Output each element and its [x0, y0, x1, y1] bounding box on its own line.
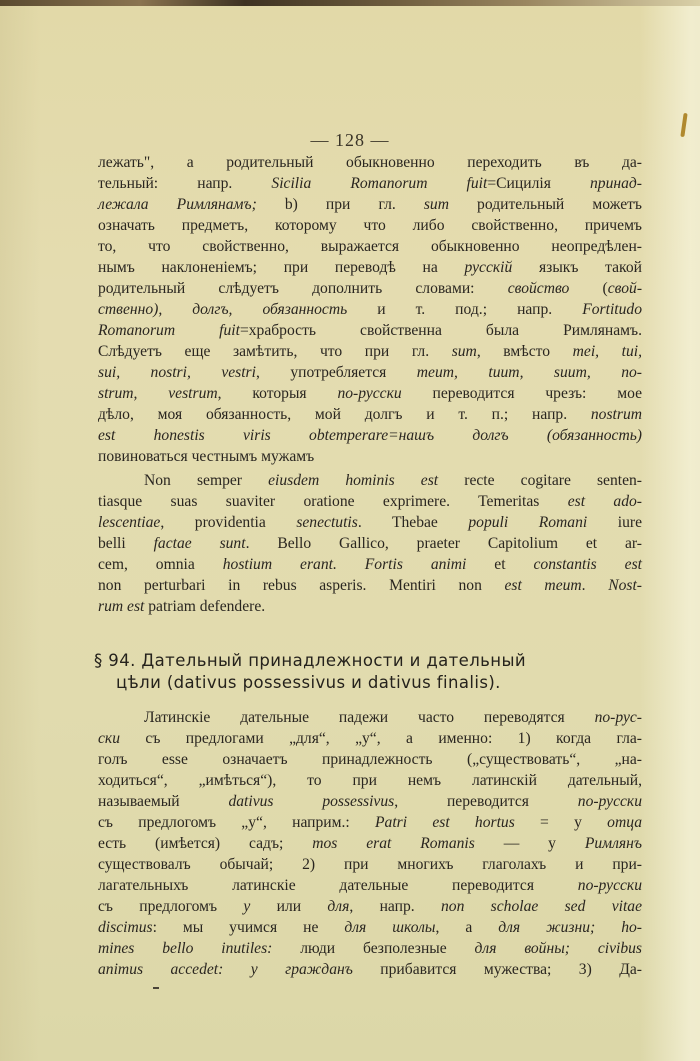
- italic-run: Patri est hortus: [375, 814, 515, 831]
- italic-run: у: [243, 898, 251, 915]
- italic-run: constantis est: [533, 556, 642, 573]
- text-line: [98, 749, 642, 770]
- text-run: нымъ наклоненіемъ; при переводѣ на: [98, 259, 465, 276]
- italic-run: nostrum: [590, 406, 642, 423]
- text-run: Латинскіе дательные падежи часто переводятся: [144, 709, 595, 726]
- text-run: = у: [514, 814, 608, 831]
- text-line: [98, 875, 642, 896]
- page-number: — 128 —: [310, 130, 390, 150]
- text-run: . Bello Gallico, praeter Capitolium et ar-: [245, 535, 642, 552]
- text-line: [98, 770, 642, 791]
- stray-mark: [153, 987, 159, 989]
- text-run: b) при гл.: [256, 196, 424, 213]
- text-line: [98, 425, 642, 446]
- section-heading-line-2: цѣли (dativus possessivus и dativus finalis).: [116, 673, 501, 692]
- text-line: [98, 404, 642, 425]
- text-run: голъ esse означаетъ принадлежность („существовать“, „на-: [98, 751, 642, 768]
- italic-run: Fortitudo: [582, 301, 642, 318]
- text-run: лагательныхъ латинскіе дательные переводится: [98, 877, 578, 894]
- text-run: : мы учимся не: [152, 919, 345, 936]
- italic-run: для школы: [344, 919, 436, 936]
- text-run: recte cogitare senten-: [438, 472, 642, 489]
- text-run: tiasque suas suaviter oratione exprimere. Temeritas: [98, 493, 568, 510]
- text-line: [98, 596, 642, 617]
- text-run: прибавится мужества; 3) Да-: [352, 961, 643, 978]
- text-run: (: [569, 280, 608, 297]
- text-run: , а: [435, 919, 499, 936]
- text-run: , вмѣсто: [476, 343, 573, 360]
- text-run: belli: [98, 535, 154, 552]
- italic-run: по-русски: [337, 385, 402, 402]
- italic-run: populi Romani: [468, 514, 588, 531]
- italic-run: animus accedet: у гражданъ: [98, 961, 353, 978]
- text-line: [98, 470, 642, 491]
- text-run: , providentia: [160, 514, 297, 531]
- text-run: съ предлогами „для“, „у“, а именно: 1) когда гла-: [120, 730, 642, 747]
- text-run: переводится чрезъ: мое: [401, 385, 642, 402]
- italic-run: strum, vestrum: [98, 385, 218, 402]
- italic-run: senectutis: [296, 514, 358, 531]
- text-line: [98, 812, 642, 833]
- italic-run: dativus possessivus: [228, 793, 395, 810]
- italic-run: meum, tuum, suum, no-: [416, 364, 643, 381]
- text-line: [98, 446, 642, 467]
- text-run: et: [466, 556, 534, 573]
- text-line: [98, 299, 642, 320]
- text-line: [98, 320, 642, 341]
- text-run: patriam defendere.: [144, 598, 266, 615]
- italic-run: ственно), долгъ, обязанность: [98, 301, 348, 318]
- text-line: [98, 917, 642, 938]
- text-line: [98, 362, 642, 383]
- text-line: [98, 728, 642, 749]
- text-run: , которыя: [217, 385, 338, 402]
- text-run: съ предлогомъ „у“, наприм.:: [98, 814, 376, 831]
- text-line: [98, 512, 642, 533]
- text-line: [98, 896, 642, 917]
- text-run: .: [581, 577, 609, 594]
- text-run: тельный: напр.: [98, 175, 272, 192]
- text-run: лежать", а родительный обыкновенно переходить въ да-: [98, 154, 642, 171]
- text-line: [98, 152, 642, 173]
- text-run: — у: [474, 835, 585, 852]
- text-run: =храбрость свойственна была Римлянамъ.: [239, 322, 643, 339]
- italic-run: discimus: [98, 919, 153, 936]
- text-run: Слѣдуетъ еще замѣтить, что при гл.: [98, 343, 452, 360]
- text-line: [98, 236, 642, 257]
- page-top-edge: [0, 0, 700, 6]
- text-line: [98, 938, 642, 959]
- text-run: =Сицилія: [487, 175, 590, 192]
- text-run: называемый: [98, 793, 229, 810]
- text-line: [98, 575, 642, 596]
- text-run: Non semper: [144, 472, 269, 489]
- text-run: языкъ такой: [512, 259, 642, 276]
- italic-run: по-русски: [577, 793, 642, 810]
- italic-run: sum: [451, 343, 477, 360]
- text-run: non perturbari in rebus asperis. Mentiri non: [98, 577, 505, 594]
- italic-run: русскій: [464, 259, 513, 276]
- text-line: [98, 194, 642, 215]
- italic-run: est ado-: [567, 493, 642, 510]
- italic-run: для войны; civibus: [474, 940, 642, 957]
- text-run: , напр.: [349, 898, 441, 915]
- italic-run: eiusdem hominis est: [268, 472, 439, 489]
- italic-run: принад-: [589, 175, 642, 192]
- text-line: [98, 278, 642, 299]
- italic-run: hostium erant. Fortis animi: [222, 556, 467, 573]
- italic-run: по-русски: [577, 877, 642, 894]
- paragraph-genitive-continuation: [98, 152, 642, 467]
- text-run: повиноваться честнымъ мужамъ: [98, 448, 315, 465]
- text-line: [98, 854, 642, 875]
- italic-run: mos erat Romanis: [312, 835, 475, 852]
- text-run: iure: [587, 514, 642, 531]
- italic-run: свойство: [507, 280, 570, 297]
- section-heading-line-1: § 94. Дательный принадлежности и дательный: [94, 651, 527, 670]
- italic-run: factae sunt: [153, 535, 246, 552]
- text-line: [98, 959, 642, 980]
- italic-run: Romanorum fuit: [98, 322, 240, 339]
- text-run: и т. под.; напр.: [347, 301, 583, 318]
- italic-run: non scholae sed vitae: [440, 898, 642, 915]
- italic-run: лежала Римлянамъ;: [98, 196, 257, 213]
- italic-run: отца: [607, 814, 642, 831]
- text-run: cem, omnia: [98, 556, 223, 573]
- text-line: [98, 173, 642, 194]
- text-run: означать предметъ, которому что либо свойственно, причемъ: [98, 217, 642, 234]
- text-run: , употребляется: [255, 364, 417, 381]
- text-run: родительный слѣдуетъ дополнить словами:: [98, 280, 508, 297]
- italic-run: sui, nostri, vestri: [98, 364, 256, 381]
- paragraph-dative-possession: [98, 707, 642, 980]
- text-run: то, что свойственно, выражается обыкновенно неопредѣлен-: [98, 238, 642, 255]
- text-run: родительный можетъ: [448, 196, 642, 213]
- text-run: . Thebae: [357, 514, 469, 531]
- italic-run: для жизни; ho-: [498, 919, 642, 936]
- italic-run: Sicilia Romanorum fuit: [271, 175, 488, 192]
- italic-run: ски: [98, 730, 121, 747]
- text-line: [98, 491, 642, 512]
- italic-run: est meum: [504, 577, 582, 594]
- italic-run: Nost-: [608, 577, 642, 594]
- text-line: [98, 383, 642, 404]
- paragraph-latin-examples: [98, 470, 642, 617]
- section-heading-94: [94, 650, 654, 694]
- text-line: [98, 791, 642, 812]
- text-run: съ предлогомъ: [98, 898, 244, 915]
- text-run: люди безполезные: [272, 940, 475, 957]
- text-run: , переводится: [394, 793, 578, 810]
- italic-run: lescentiae: [98, 514, 161, 531]
- text-run: дѣло, моя обязанность, мой долгъ и т. п.; напр.: [98, 406, 591, 423]
- italic-run: Римлянъ: [584, 835, 642, 852]
- text-line: [98, 707, 642, 728]
- italic-run: свой-: [607, 280, 643, 297]
- italic-run: mines bello inutiles:: [98, 940, 273, 957]
- text-line: [98, 833, 642, 854]
- italic-run: для: [327, 898, 350, 915]
- text-line: [98, 341, 642, 362]
- italic-run: mei, tui,: [572, 343, 642, 360]
- italic-run: rum est: [98, 598, 145, 615]
- italic-run: sum: [423, 196, 449, 213]
- text-line: [98, 554, 642, 575]
- text-run: или: [250, 898, 328, 915]
- text-run: существовалъ обычай; 2) при многихъ глаголахъ и при-: [98, 856, 642, 873]
- text-run: ходиться“, „имѣться“), то при немъ латинскій дательный,: [98, 772, 642, 789]
- italic-run: est honestis viris obtemperare=нашъ долгъ (обязанность): [98, 427, 642, 444]
- text-line: [98, 215, 642, 236]
- text-line: [98, 533, 642, 554]
- italic-run: по-рус-: [594, 709, 642, 726]
- text-line: [98, 257, 642, 278]
- text-run: есть (имѣется) садъ;: [98, 835, 313, 852]
